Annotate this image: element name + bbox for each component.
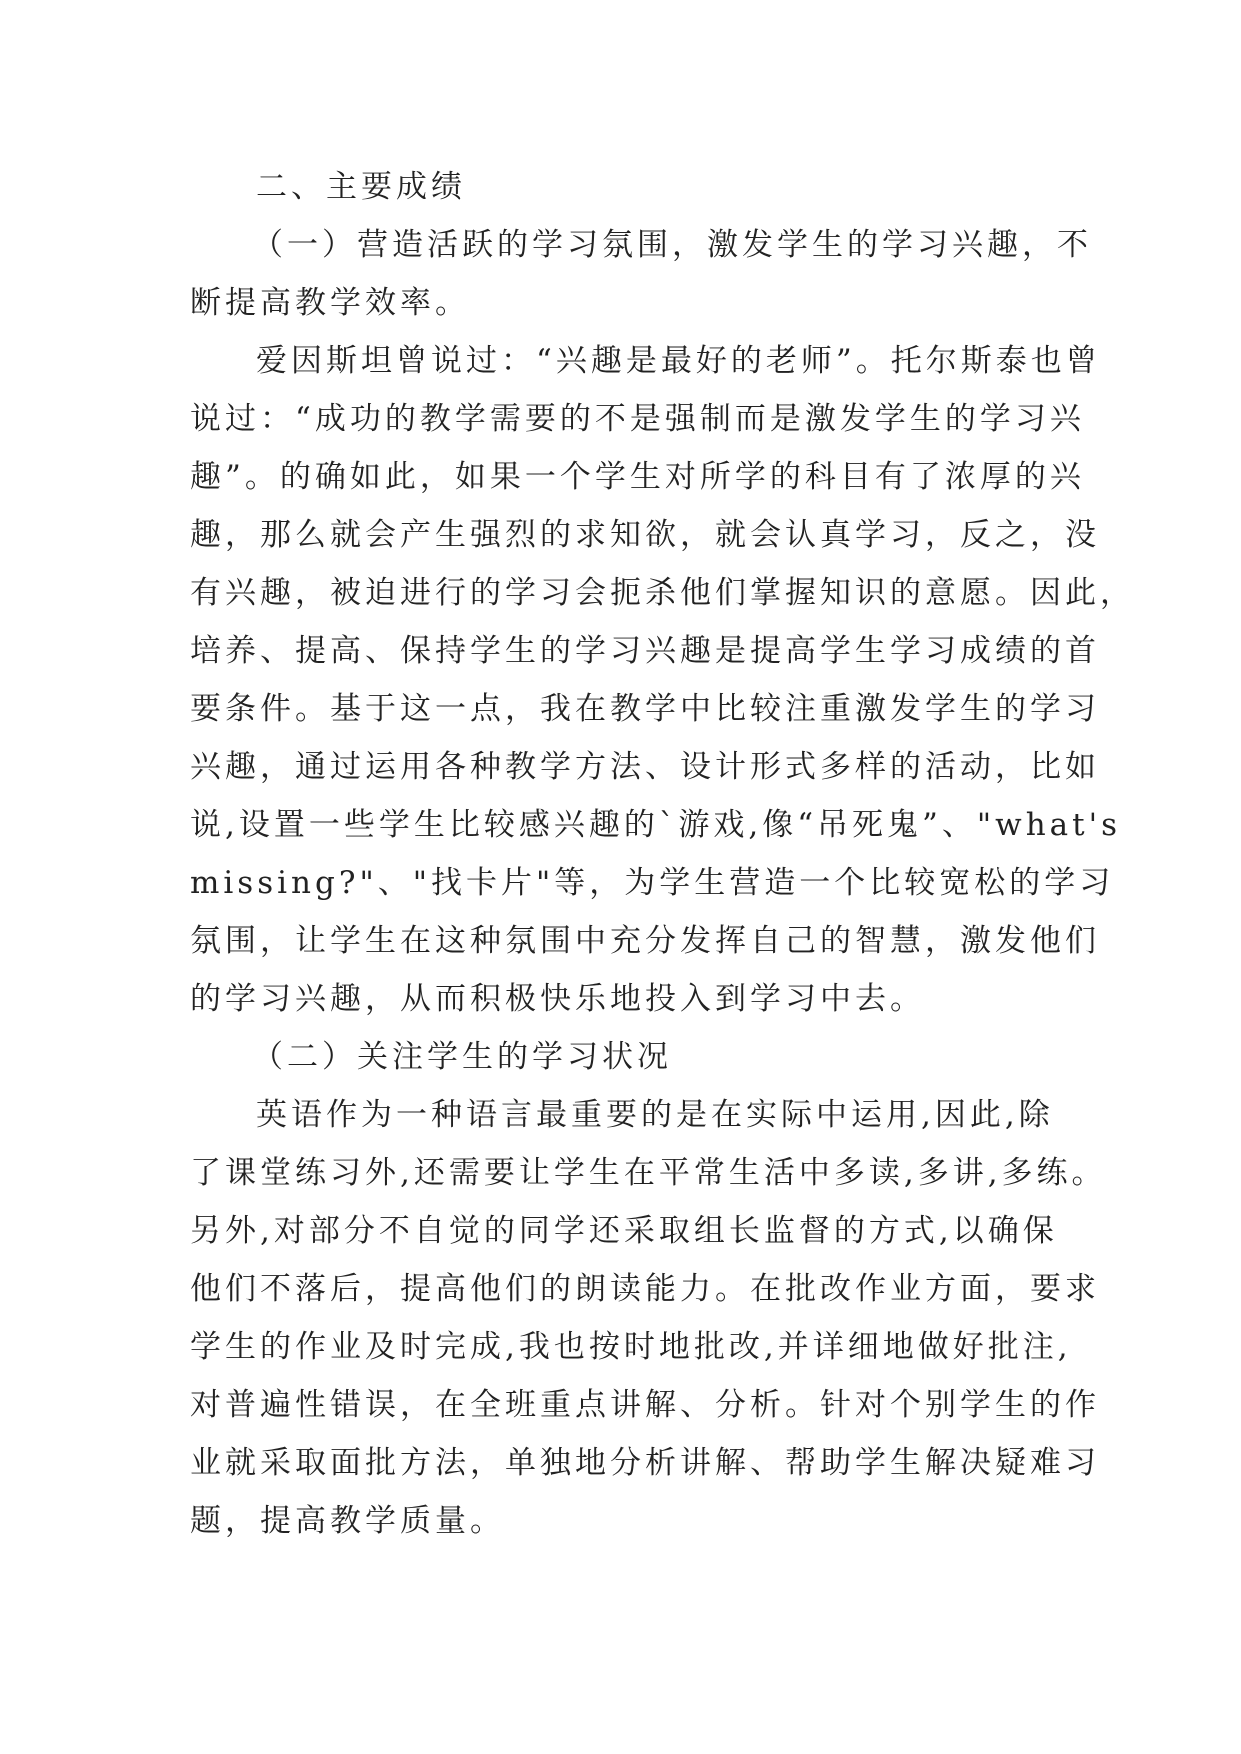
paragraph-line: 要条件。基于这一点，我在教学中比较注重激发学生的学习 (190, 691, 1100, 727)
section-heading: 二、主要成绩 (256, 169, 466, 205)
paragraph-line: 培养、提高、保持学生的学习兴趣是提高学生学习成绩的首 (190, 633, 1100, 669)
paragraph-line: 说,设置一些学生比较感兴趣的`游戏,像“吊死鬼”、"what's (190, 807, 1122, 843)
paragraph-line: 业就采取面批方法，单独地分析讲解、帮助学生解决疑难习 (190, 1445, 1100, 1481)
document-page (190, 158, 1135, 1550)
paragraph-line: 氛围，让学生在这种氛围中充分发挥自己的智慧，激发他们 (190, 923, 1100, 959)
paragraph-line: 另外,对部分不自觉的同学还采取组长监督的方式,以确保 (190, 1213, 1058, 1249)
paragraph-line: 题，提高教学质量。 (190, 1503, 505, 1539)
paragraph-line: 趣，那么就会产生强烈的求知欲，就会认真学习，反之，没 (190, 517, 1100, 553)
subsection-heading: （二）关注学生的学习状况 (252, 1039, 672, 1075)
paragraph-line: 说过：“成功的教学需要的不是强制而是激发学生的学习兴 (190, 401, 1085, 437)
subsection-heading-continued: 断提高教学效率。 (190, 285, 470, 321)
paragraph-line: 趣”。的确如此，如果一个学生对所学的科目有了浓厚的兴 (190, 459, 1085, 495)
paragraph-line: 对普遍性错误，在全班重点讲解、分析。针对个别学生的作 (190, 1387, 1100, 1423)
paragraph-line: 兴趣，通过运用各种教学方法、设计形式多样的活动，比如 (190, 749, 1100, 785)
paragraph-line: missing?"、"找卡片"等，为学生营造一个比较宽松的学习 (190, 865, 1115, 901)
paragraph-line: 他们不落后，提高他们的朗读能力。在批改作业方面，要求 (190, 1271, 1100, 1307)
paragraph-line: 爱因斯坦曾说过：“兴趣是最好的老师”。托尔斯泰也曾 (256, 343, 1101, 379)
paragraph-line: 的学习兴趣，从而积极快乐地投入到学习中去。 (190, 981, 925, 1017)
subsection-heading: （一）营造活跃的学习氛围，激发学生的学习兴趣，不 (252, 227, 1092, 263)
paragraph-line: 有兴趣，被迫进行的学习会扼杀他们掌握知识的意愿。因此， (190, 575, 1135, 611)
paragraph-line: 学生的作业及时完成,我也按时地批改,并详细地做好批注, (190, 1329, 1072, 1365)
paragraph-line: 了课堂练习外,还需要让学生在平常生活中多读,多讲,多练。 (190, 1155, 1107, 1191)
paragraph-line: 英语作为一种语言最重要的是在实际中运用,因此,除 (256, 1097, 1054, 1133)
